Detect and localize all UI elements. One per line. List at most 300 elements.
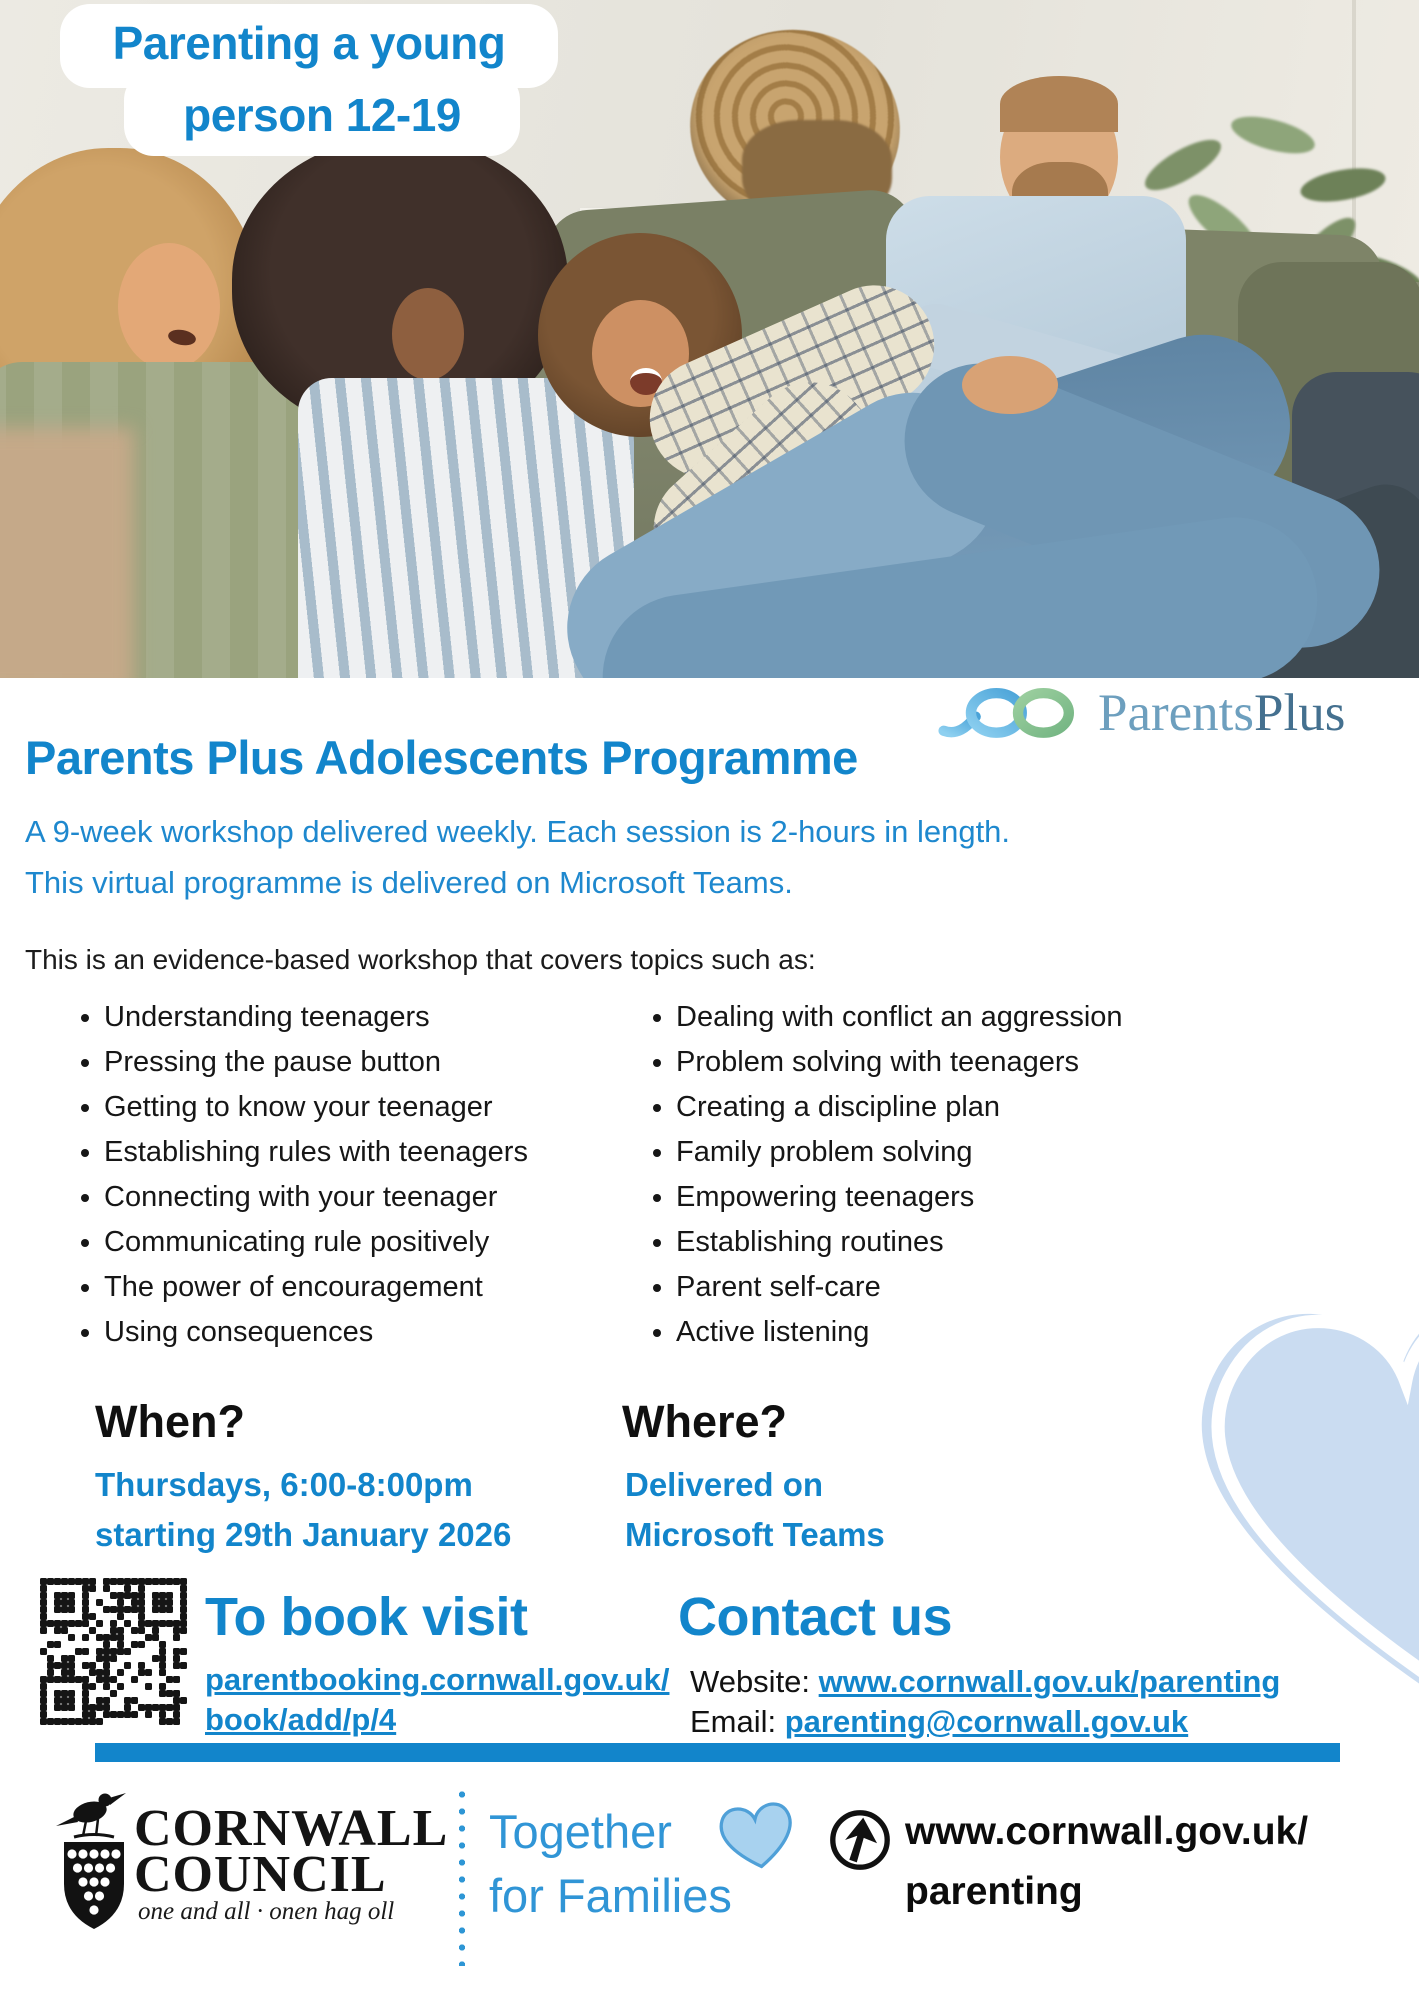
qr-module [131, 1718, 138, 1725]
qr-module [47, 1641, 54, 1648]
qr-module [75, 1676, 82, 1683]
qr-module [89, 1662, 96, 1669]
qr-module [159, 1599, 166, 1606]
qr-module [180, 1585, 187, 1592]
intro-line1: A 9-week workshop delivered weekly. Each session is 2-hours in length. [25, 814, 1011, 849]
booking-link-line1[interactable]: parentbooking.cornwall.gov.uk/ [205, 1662, 670, 1697]
qr-module [75, 1655, 82, 1662]
qr-module [103, 1711, 110, 1718]
qr-module [47, 1648, 54, 1655]
qr-module [173, 1690, 180, 1697]
qr-module [96, 1634, 103, 1641]
qr-module [166, 1711, 173, 1718]
badge-line1: Parenting a young [112, 17, 506, 69]
qr-module [152, 1704, 159, 1711]
divider-bar [95, 1743, 1340, 1762]
qr-module [173, 1662, 180, 1669]
qr-module [61, 1648, 68, 1655]
qr-module [138, 1662, 145, 1669]
topic-item: • Connecting with your teenager [104, 1183, 628, 1212]
qr-module [103, 1634, 110, 1641]
qr-module [159, 1627, 166, 1634]
qr-module [96, 1592, 103, 1599]
qr-module [131, 1662, 138, 1669]
qr-module [159, 1585, 166, 1592]
qr-module [82, 1655, 89, 1662]
qr-module [110, 1627, 117, 1634]
qr-module [138, 1641, 145, 1648]
qr-module [103, 1690, 110, 1697]
qr-module [138, 1683, 145, 1690]
qr-module [124, 1648, 131, 1655]
qr-module [75, 1627, 82, 1634]
topic-item: • Communicating rule positively [104, 1228, 628, 1257]
qr-module [152, 1613, 159, 1620]
qr-module [47, 1634, 54, 1641]
qr-module [75, 1592, 82, 1599]
qr-module [138, 1669, 145, 1676]
qr-code [40, 1578, 187, 1725]
qr-module [68, 1599, 75, 1606]
qr-module [152, 1676, 159, 1683]
qr-module [47, 1599, 54, 1606]
qr-module [124, 1669, 131, 1676]
topic-item: • Empowering teenagers [676, 1183, 1220, 1212]
qr-module [166, 1599, 173, 1606]
qr-module [96, 1627, 103, 1634]
qr-module [173, 1676, 180, 1683]
qr-module [173, 1627, 180, 1634]
qr-module [180, 1704, 187, 1711]
qr-module [166, 1627, 173, 1634]
qr-module [54, 1634, 61, 1641]
qr-module [82, 1648, 89, 1655]
qr-module [54, 1718, 61, 1725]
qr-module [124, 1634, 131, 1641]
qr-module [96, 1641, 103, 1648]
qr-module [117, 1578, 124, 1585]
qr-module [180, 1641, 187, 1648]
qr-module [68, 1704, 75, 1711]
qr-module [110, 1662, 117, 1669]
qr-module [61, 1662, 68, 1669]
qr-module [75, 1634, 82, 1641]
qr-module [117, 1662, 124, 1669]
qr-module [68, 1655, 75, 1662]
qr-module [68, 1711, 75, 1718]
qr-module [110, 1655, 117, 1662]
qr-module [47, 1620, 54, 1627]
qr-module [145, 1592, 152, 1599]
qr-module [40, 1620, 47, 1627]
northeast-arrow-circle-icon [828, 1808, 892, 1872]
photo-shape [118, 243, 220, 370]
qr-module [82, 1711, 89, 1718]
qr-module [152, 1620, 159, 1627]
qr-module [180, 1690, 187, 1697]
qr-module [89, 1634, 96, 1641]
qr-module [152, 1690, 159, 1697]
qr-module [82, 1704, 89, 1711]
qr-module [103, 1683, 110, 1690]
qr-module [166, 1669, 173, 1676]
qr-module [110, 1578, 117, 1585]
qr-module [117, 1585, 124, 1592]
qr-module [166, 1585, 173, 1592]
qr-module [103, 1641, 110, 1648]
when-line2: starting 29th January 2026 [95, 1516, 512, 1553]
qr-module [47, 1718, 54, 1725]
qr-module [110, 1711, 117, 1718]
qr-module [124, 1683, 131, 1690]
qr-module [117, 1697, 124, 1704]
qr-module [96, 1697, 103, 1704]
qr-module [54, 1711, 61, 1718]
qr-module [61, 1669, 68, 1676]
qr-module [75, 1641, 82, 1648]
qr-module [173, 1711, 180, 1718]
qr-module [75, 1648, 82, 1655]
qr-module [75, 1690, 82, 1697]
qr-module [180, 1627, 187, 1634]
qr-module [82, 1690, 89, 1697]
qr-module [166, 1683, 173, 1690]
qr-module [110, 1669, 117, 1676]
qr-module [117, 1683, 124, 1690]
qr-module [68, 1641, 75, 1648]
qr-module [131, 1697, 138, 1704]
qr-module [54, 1627, 61, 1634]
qr-module [89, 1606, 96, 1613]
qr-module [82, 1620, 89, 1627]
qr-module [180, 1669, 187, 1676]
qr-module [89, 1718, 96, 1725]
qr-module [54, 1648, 61, 1655]
qr-module [159, 1655, 166, 1662]
where-line1: Delivered on [625, 1466, 824, 1503]
topic-item: • Using consequences [104, 1318, 628, 1347]
qr-module [138, 1704, 145, 1711]
qr-module [152, 1578, 159, 1585]
where-details [625, 1460, 885, 1560]
qr-module [103, 1599, 110, 1606]
qr-module [54, 1655, 61, 1662]
qr-module [124, 1655, 131, 1662]
council-name-line1: CORNWALL [134, 1800, 449, 1857]
qr-module [166, 1606, 173, 1613]
qr-module [40, 1697, 47, 1704]
topic-item: • Understanding teenagers [104, 1003, 628, 1032]
qr-module [145, 1578, 152, 1585]
qr-module [54, 1690, 61, 1697]
qr-module [138, 1578, 145, 1585]
where-heading: Where? [622, 1396, 788, 1447]
qr-module [131, 1676, 138, 1683]
qr-module [103, 1676, 110, 1683]
where-line2: Microsoft Teams [625, 1516, 885, 1553]
qr-module [89, 1648, 96, 1655]
qr-module [124, 1718, 131, 1725]
qr-module [166, 1676, 173, 1683]
qr-module [159, 1592, 166, 1599]
qr-module [68, 1578, 75, 1585]
qr-module [117, 1627, 124, 1634]
qr-module [117, 1599, 124, 1606]
intro-line2: This virtual programme is delivered on Microsoft Teams. [25, 865, 793, 900]
qr-module [110, 1683, 117, 1690]
qr-module [54, 1697, 61, 1704]
qr-module [152, 1697, 159, 1704]
qr-module [89, 1711, 96, 1718]
qr-module [40, 1641, 47, 1648]
qr-module [124, 1662, 131, 1669]
dotted-divider [458, 1786, 466, 1966]
qr-module [40, 1578, 47, 1585]
qr-module [75, 1606, 82, 1613]
qr-module [124, 1599, 131, 1606]
qr-module [138, 1606, 145, 1613]
qr-module [40, 1599, 47, 1606]
booking-link-line2[interactable]: book/add/p/4 [205, 1702, 397, 1737]
qr-module [96, 1683, 103, 1690]
logo-text-parents: Parents [1098, 684, 1255, 742]
qr-module [166, 1655, 173, 1662]
qr-module [89, 1599, 96, 1606]
qr-module [75, 1697, 82, 1704]
qr-module [89, 1641, 96, 1648]
qr-module [117, 1669, 124, 1676]
qr-module [89, 1704, 96, 1711]
qr-module [47, 1669, 54, 1676]
qr-module [138, 1599, 145, 1606]
qr-module [180, 1676, 187, 1683]
qr-module [75, 1613, 82, 1620]
qr-module [40, 1683, 47, 1690]
qr-module [138, 1585, 145, 1592]
qr-module [89, 1578, 96, 1585]
qr-module [152, 1683, 159, 1690]
qr-module [68, 1606, 75, 1613]
qr-module [96, 1599, 103, 1606]
qr-module [54, 1606, 61, 1613]
qr-module [145, 1599, 152, 1606]
qr-module [173, 1585, 180, 1592]
qr-module [61, 1676, 68, 1683]
qr-module [47, 1585, 54, 1592]
qr-module [138, 1676, 145, 1683]
qr-module [103, 1620, 110, 1627]
email-label: Email: [690, 1704, 785, 1739]
qr-module [145, 1697, 152, 1704]
qr-module [103, 1627, 110, 1634]
campaign-line1: Together [489, 1805, 672, 1858]
qr-module [180, 1634, 187, 1641]
qr-module [61, 1627, 68, 1634]
qr-module [138, 1627, 145, 1634]
qr-module [173, 1704, 180, 1711]
topic-item: • Pressing the pause button [104, 1048, 628, 1077]
qr-module [124, 1613, 131, 1620]
qr-module [68, 1585, 75, 1592]
qr-module [40, 1585, 47, 1592]
qr-module [180, 1683, 187, 1690]
qr-module [75, 1683, 82, 1690]
qr-module [131, 1641, 138, 1648]
page-title: Parents Plus Adolescents Programme [25, 731, 858, 784]
qr-module [145, 1613, 152, 1620]
qr-module [82, 1599, 89, 1606]
qr-module [173, 1669, 180, 1676]
qr-module [68, 1718, 75, 1725]
qr-module [89, 1683, 96, 1690]
qr-module [75, 1599, 82, 1606]
qr-module [103, 1697, 110, 1704]
qr-module [47, 1697, 54, 1704]
topic-item: • Establishing routines [676, 1228, 1220, 1257]
qr-module [117, 1620, 124, 1627]
qr-module [131, 1627, 138, 1634]
qr-module [180, 1620, 187, 1627]
website-label: Website: [690, 1664, 819, 1699]
qr-module [138, 1655, 145, 1662]
qr-module [180, 1606, 187, 1613]
contact-email-line [690, 1702, 1188, 1742]
qr-module [96, 1585, 103, 1592]
qr-module [145, 1704, 152, 1711]
footer-url-line2[interactable]: parenting [905, 1870, 1083, 1913]
qr-module [180, 1711, 187, 1718]
qr-module [75, 1585, 82, 1592]
topics-column-right [640, 1003, 1220, 1363]
qr-module [159, 1683, 166, 1690]
qr-module [131, 1620, 138, 1627]
qr-module [40, 1676, 47, 1683]
qr-module [89, 1620, 96, 1627]
qr-module [131, 1690, 138, 1697]
qr-module [96, 1655, 103, 1662]
topic-item: • The power of encouragement [104, 1273, 628, 1302]
qr-module [152, 1648, 159, 1655]
council-motto: one and all · onen hag oll [138, 1898, 395, 1925]
qr-module [68, 1620, 75, 1627]
qr-module [131, 1704, 138, 1711]
qr-module [173, 1648, 180, 1655]
qr-module [166, 1634, 173, 1641]
footer-url-line1[interactable]: www.cornwall.gov.uk/ [905, 1810, 1309, 1853]
qr-module [96, 1578, 103, 1585]
qr-module [75, 1620, 82, 1627]
qr-module [47, 1662, 54, 1669]
qr-module [166, 1697, 173, 1704]
qr-module [82, 1634, 89, 1641]
qr-module [89, 1627, 96, 1634]
qr-module [138, 1718, 145, 1725]
qr-module [159, 1578, 166, 1585]
qr-module [173, 1578, 180, 1585]
qr-module [166, 1662, 173, 1669]
qr-module [124, 1585, 131, 1592]
qr-module [173, 1613, 180, 1620]
qr-module [152, 1606, 159, 1613]
qr-module [173, 1620, 180, 1627]
qr-module [110, 1634, 117, 1641]
intro-paragraph [25, 806, 1010, 908]
qr-module [61, 1599, 68, 1606]
qr-module [124, 1676, 131, 1683]
qr-module [61, 1697, 68, 1704]
qr-module [152, 1592, 159, 1599]
qr-module [89, 1592, 96, 1599]
qr-module [103, 1592, 110, 1599]
qr-module [54, 1662, 61, 1669]
qr-module [40, 1592, 47, 1599]
qr-module [180, 1592, 187, 1599]
infinity-loops-icon [938, 680, 1098, 742]
qr-module [47, 1676, 54, 1683]
qr-module [89, 1585, 96, 1592]
qr-module [180, 1662, 187, 1669]
qr-module [152, 1599, 159, 1606]
qr-module [54, 1641, 61, 1648]
qr-module [131, 1606, 138, 1613]
qr-module [82, 1683, 89, 1690]
photo-shape [0, 428, 134, 678]
qr-module [124, 1592, 131, 1599]
qr-module [47, 1627, 54, 1634]
qr-module [96, 1613, 103, 1620]
qr-module [54, 1676, 61, 1683]
qr-module [152, 1627, 159, 1634]
qr-module [103, 1613, 110, 1620]
qr-module [173, 1634, 180, 1641]
photo-shape [1298, 163, 1388, 207]
qr-module [166, 1648, 173, 1655]
email-link[interactable]: parenting@cornwall.gov.uk [784, 1704, 1189, 1739]
booking-links [205, 1660, 669, 1740]
qr-module [180, 1613, 187, 1620]
qr-module [131, 1585, 138, 1592]
qr-module [173, 1718, 180, 1725]
qr-module [96, 1676, 103, 1683]
qr-module [75, 1711, 82, 1718]
qr-module [124, 1711, 131, 1718]
qr-module [173, 1641, 180, 1648]
website-link[interactable]: www.cornwall.gov.uk/parenting [818, 1664, 1281, 1699]
qr-module [138, 1697, 145, 1704]
qr-module [145, 1606, 152, 1613]
qr-module [152, 1634, 159, 1641]
qr-module [110, 1697, 117, 1704]
qr-module [103, 1606, 110, 1613]
qr-module [110, 1718, 117, 1725]
topic-item: • Problem solving with teenagers [676, 1048, 1220, 1077]
topic-item: • Getting to know your teenager [104, 1093, 628, 1122]
qr-module [145, 1662, 152, 1669]
qr-module [131, 1711, 138, 1718]
qr-module [117, 1676, 124, 1683]
topic-item: • Establishing rules with teenagers [104, 1138, 628, 1167]
qr-module [61, 1592, 68, 1599]
qr-module [40, 1655, 47, 1662]
qr-module [75, 1578, 82, 1585]
qr-module [110, 1690, 117, 1697]
qr-module [47, 1711, 54, 1718]
qr-module [166, 1704, 173, 1711]
qr-module [145, 1620, 152, 1627]
campaign-heart-icon [716, 1796, 798, 1872]
qr-module [40, 1711, 47, 1718]
qr-module [82, 1669, 89, 1676]
